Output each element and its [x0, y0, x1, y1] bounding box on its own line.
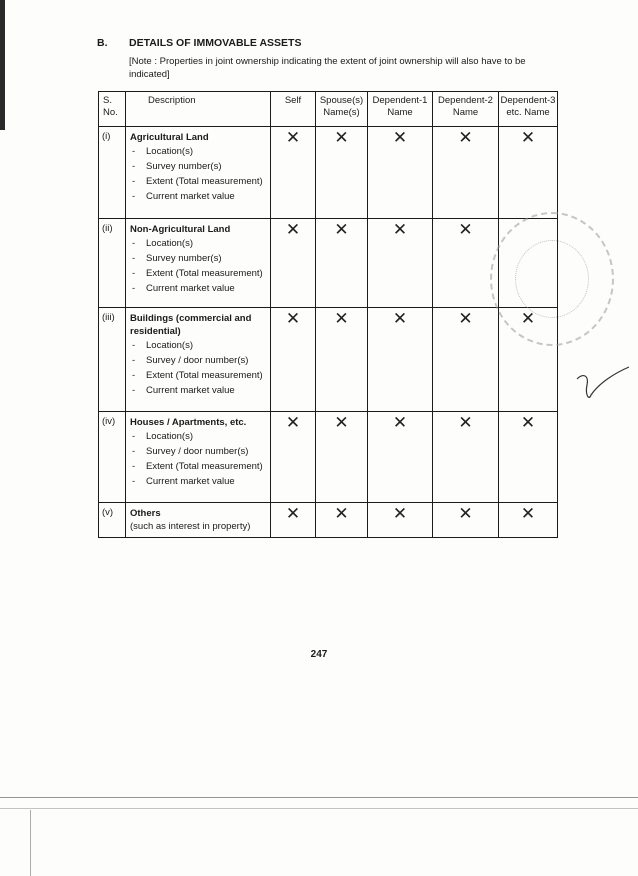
cross-mark: ✕: [271, 219, 316, 308]
section-title: DETAILS OF IMMOVABLE ASSETS: [129, 37, 302, 49]
cross-mark: ✕: [271, 503, 316, 538]
table-header-row: [99, 92, 558, 127]
row-title: Others: [130, 508, 161, 519]
list-item: - Survey number(s): [130, 252, 266, 265]
list-item: - Extent (Total measurement): [130, 267, 266, 280]
list-item: - Extent (Total measurement): [130, 369, 266, 382]
cross-mark: ✕: [368, 127, 433, 219]
row-sno: (i): [99, 127, 126, 219]
page-number: 247: [310, 649, 328, 660]
cross-mark: ✕: [433, 503, 499, 538]
header-description: Description: [126, 92, 271, 127]
row-description: [126, 219, 271, 308]
row-sno: (iii): [99, 308, 126, 412]
table-row: [99, 503, 558, 538]
section-letter: B.: [97, 37, 108, 49]
cross-mark: ✕: [316, 503, 368, 538]
row-description: [126, 412, 271, 503]
cross-mark: ✕: [316, 219, 368, 308]
list-item: - Location(s): [130, 145, 266, 158]
list-item: - Location(s): [130, 237, 266, 250]
list-item: - Survey / door number(s): [130, 354, 266, 367]
table-row: [99, 412, 558, 503]
row-items: [130, 430, 266, 488]
row-description: [126, 127, 271, 219]
cross-mark: ✕: [368, 308, 433, 412]
row-title: Agricultural Land: [130, 132, 209, 143]
row-items: [130, 339, 266, 397]
cross-mark: ✕: [499, 127, 558, 219]
cross-mark: ✕: [368, 412, 433, 503]
list-item: - Current market value: [130, 475, 266, 488]
table-row: [99, 127, 558, 219]
cross-mark: ✕: [499, 412, 558, 503]
cross-mark: ✕: [271, 127, 316, 219]
cross-mark: ✕: [499, 308, 558, 412]
scan-artifact-rule: [30, 810, 31, 876]
cross-mark: ✕: [316, 412, 368, 503]
row-sno: (v): [99, 503, 126, 538]
cross-mark: ✕: [433, 412, 499, 503]
header-self: Self: [271, 92, 316, 127]
row-subtitle: (such as interest in property): [130, 521, 251, 532]
row-items: [130, 145, 266, 203]
list-item: - Survey number(s): [130, 160, 266, 173]
cross-mark: ✕: [368, 219, 433, 308]
cross-mark: ✕: [499, 503, 558, 538]
cross-mark: ✕: [316, 308, 368, 412]
header-spouse: Spouse(s) Name(s): [316, 92, 368, 127]
row-title: Buildings (commercial and residential): [130, 313, 252, 337]
list-item: - Current market value: [130, 282, 266, 295]
cross-mark: ✕: [433, 219, 499, 308]
row-sno: (iv): [99, 412, 126, 503]
cross-mark: ✕: [316, 127, 368, 219]
cross-mark: ✕: [368, 503, 433, 538]
row-description: [126, 503, 271, 538]
table-row: [99, 308, 558, 412]
seal-inner-ring-icon: [515, 240, 589, 318]
scan-edge: [0, 0, 5, 130]
row-title: Non-Agricultural Land: [130, 224, 231, 235]
list-item: - Extent (Total measurement): [130, 175, 266, 188]
immovable-assets-table: [98, 91, 558, 538]
list-item: - Extent (Total measurement): [130, 460, 266, 473]
row-sno: (ii): [99, 219, 126, 308]
table-row: [99, 219, 558, 308]
signature-icon: [575, 365, 631, 405]
header-sno: S. No.: [99, 92, 126, 127]
cross-mark: ✕: [433, 127, 499, 219]
list-item: - Location(s): [130, 339, 266, 352]
scan-artifact-line: [0, 797, 638, 798]
list-item: - Current market value: [130, 384, 266, 397]
list-item: - Current market value: [130, 190, 266, 203]
header-dependent-2: Dependent-2 Name: [433, 92, 499, 127]
list-item: - Location(s): [130, 430, 266, 443]
section-note: [Note : Properties in joint ownership indicating the extent of joint ownership will also have to be indicated]: [129, 56, 526, 80]
header-dependent-3: Dependent-3 etc. Name: [499, 92, 558, 127]
cross-mark: ✕: [433, 308, 499, 412]
section-heading: [97, 37, 301, 49]
list-item: - Survey / door number(s): [130, 445, 266, 458]
cross-mark: ✕: [271, 308, 316, 412]
scan-artifact-line: [0, 808, 638, 809]
row-items: [130, 237, 266, 295]
row-description: [126, 308, 271, 412]
header-dependent-1: Dependent-1 Name: [368, 92, 433, 127]
cross-mark: ✕: [271, 412, 316, 503]
row-title: Houses / Apartments, etc.: [130, 417, 247, 428]
